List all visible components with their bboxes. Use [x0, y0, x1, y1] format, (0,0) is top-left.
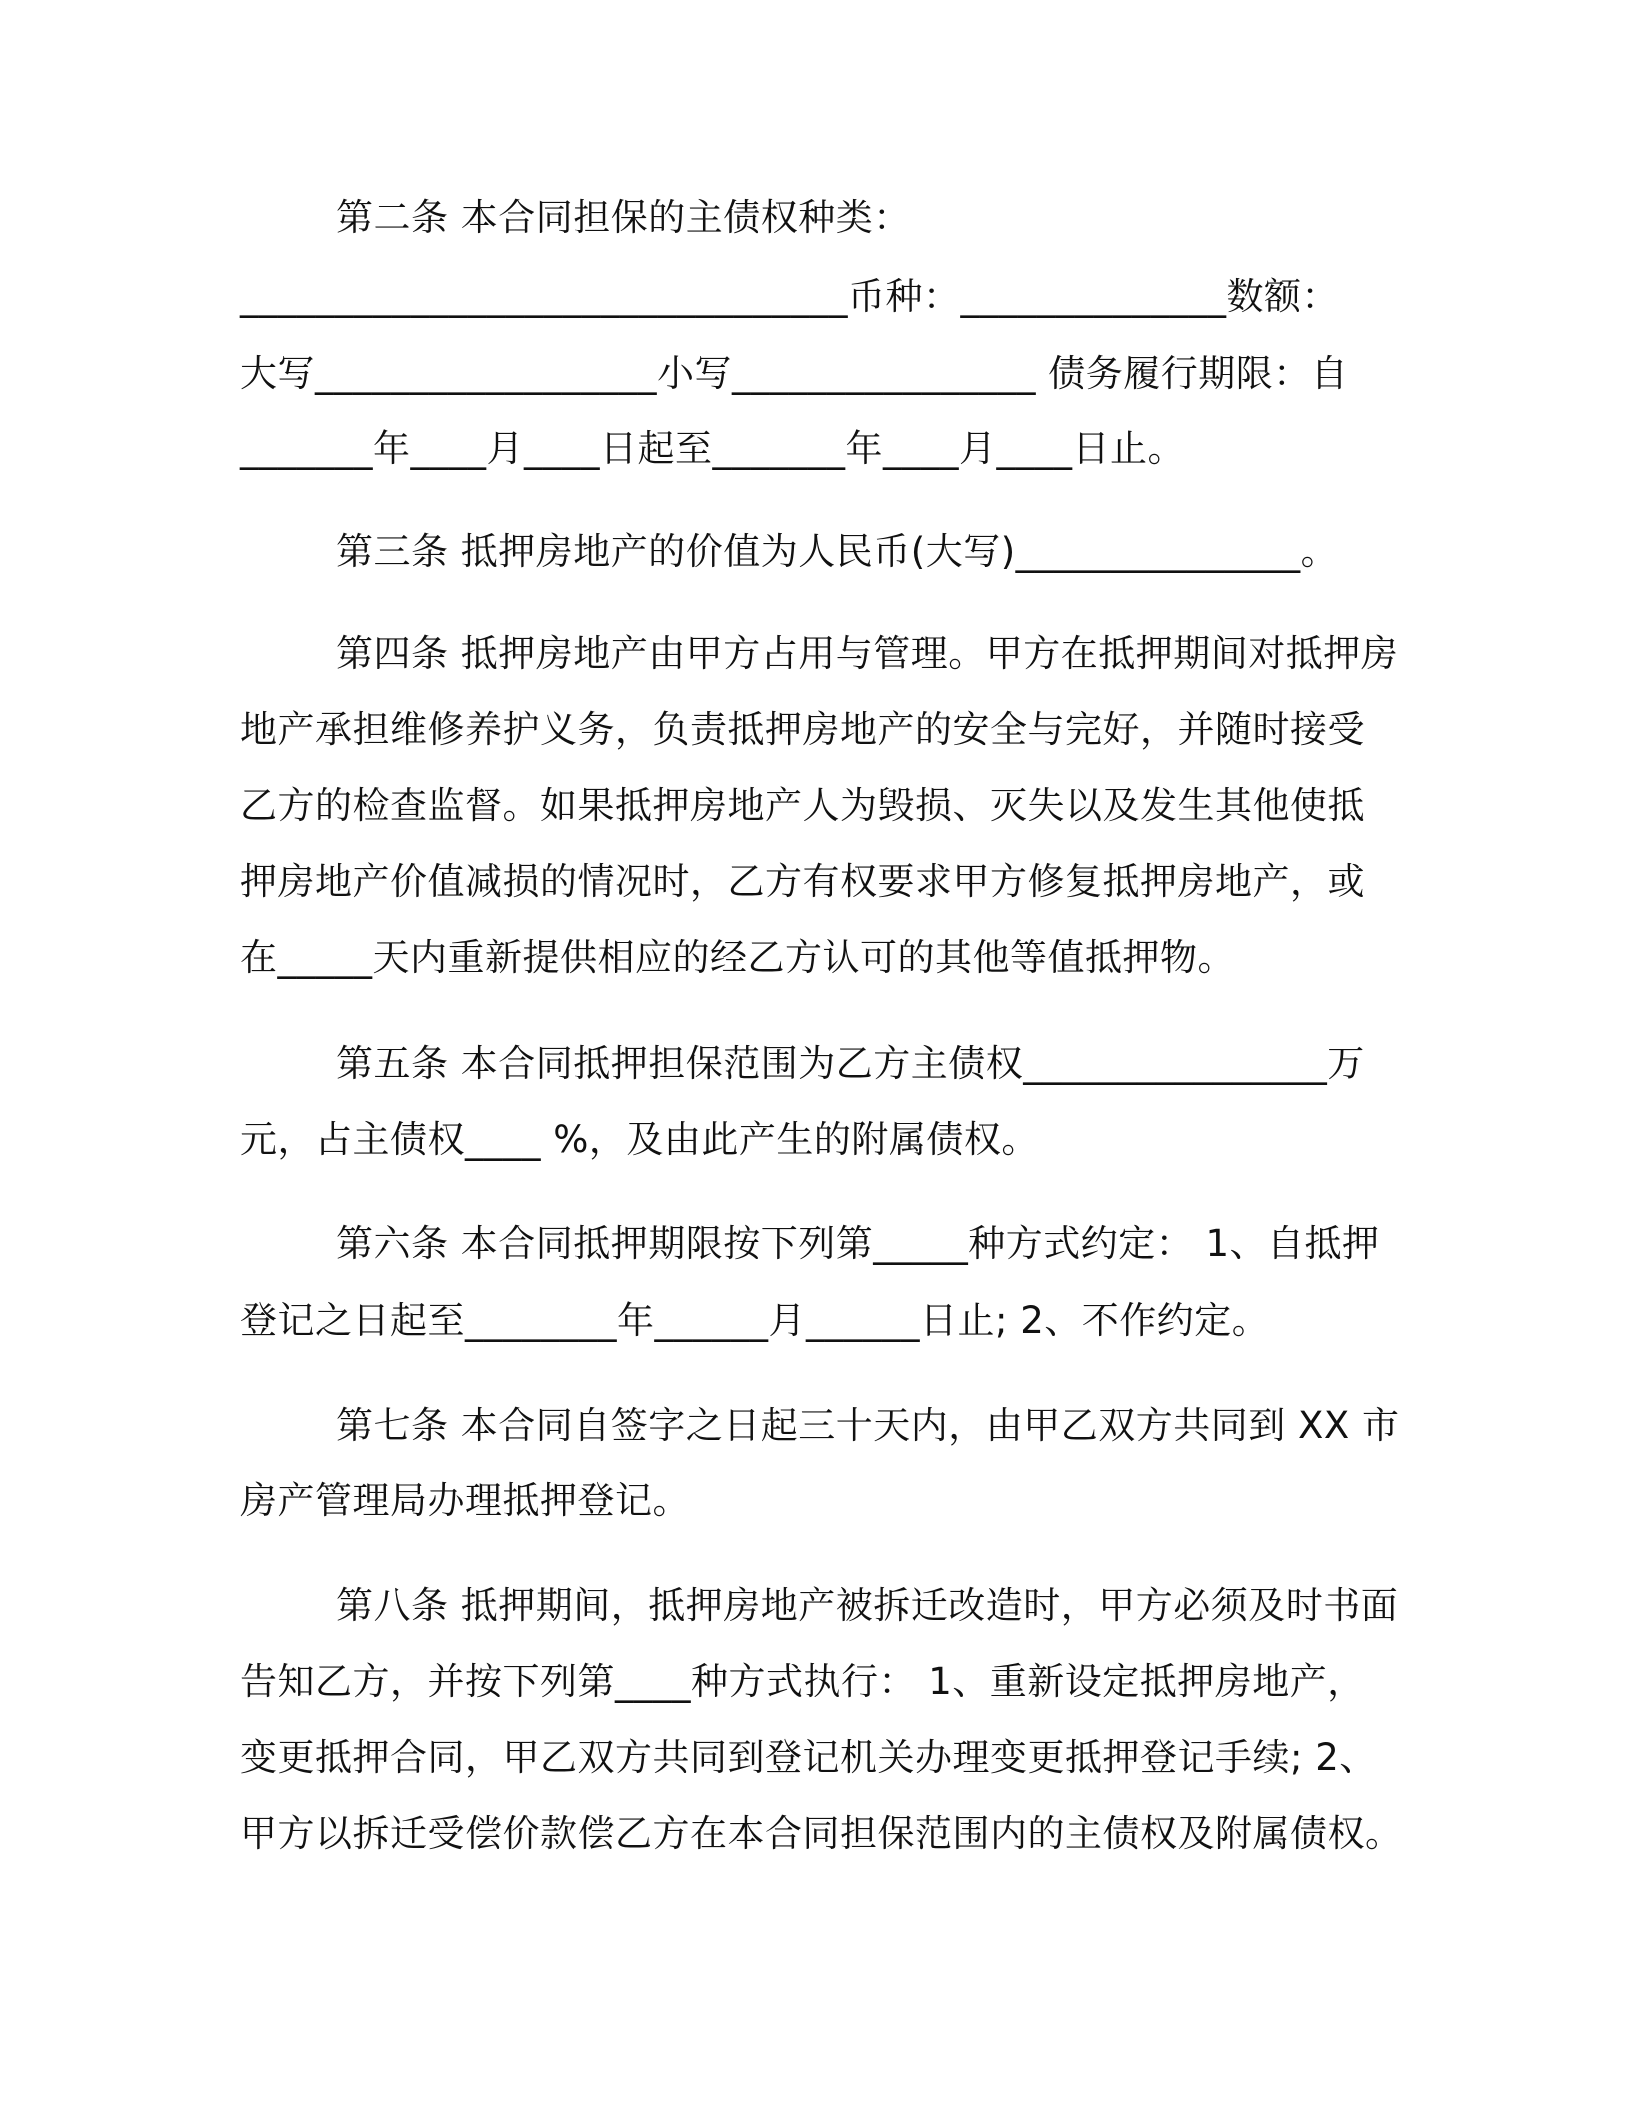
article-8-line-4: 甲方以拆迁受偿价款偿乙方在本合同担保范围内的主债权及附属债权。 [240, 1812, 1403, 1855]
article-2-line-2: 大写__________________小写________________ 债务履行期限：自 [240, 352, 1349, 395]
article-4-line-3: 乙方的检查监督。如果抵押房地产人为毁损、灭失以及发生其他使抵 [240, 784, 1365, 827]
article-4-line-5: 在_____天内重新提供相应的经乙方认可的其他等值抵押物。 [240, 936, 1235, 979]
article-3: 第三条 抵押房地产的价值为人民币(大写)_______________。 [336, 530, 1339, 573]
article-2-line-3: _______年____月____日起至_______年____月____日止。 [240, 427, 1185, 470]
article-2-heading: 第二条 本合同担保的主债权种类： [336, 196, 911, 239]
article-8-line-2: 告知乙方，并按下列第____种方式执行： 1、重新设定抵押房地产， [240, 1660, 1365, 1703]
article-7-line-2: 房产管理局办理抵押登记。 [240, 1479, 690, 1522]
article-7-line-1: 第七条 本合同自签字之日起三十天内，由甲乙双方共同到 XX 市 [336, 1404, 1400, 1447]
article-5-line-1: 第五条 本合同抵押担保范围为乙方主债权________________万 [336, 1042, 1365, 1085]
article-8-line-1: 第八条 抵押期间，抵押房地产被拆迁改造时，甲方必须及时书面 [336, 1584, 1399, 1627]
article-4-line-1: 第四条 抵押房地产由甲方占用与管理。甲方在抵押期间对抵押房 [336, 632, 1399, 675]
article-6-line-1: 第六条 本合同抵押期限按下列第_____种方式约定： 1、自抵押 [336, 1222, 1380, 1265]
article-6-line-2: 登记之日起至________年______月______日止; 2、不作约定。 [240, 1299, 1270, 1342]
article-8-line-3: 变更抵押合同，甲乙双方共同到登记机关办理变更抵押登记手续; 2、 [240, 1736, 1377, 1779]
article-4-line-2: 地产承担维修养护义务，负责抵押房地产的安全与完好，并随时接受 [240, 708, 1365, 751]
article-4-line-4: 押房地产价值减损的情况时，乙方有权要求甲方修复抵押房地产，或 [240, 860, 1365, 903]
article-2-line-1: ________________________________币种：______________数额： [240, 275, 1339, 318]
article-5-line-2: 元，占主债权____ %，及由此产生的附属债权。 [240, 1118, 1039, 1161]
